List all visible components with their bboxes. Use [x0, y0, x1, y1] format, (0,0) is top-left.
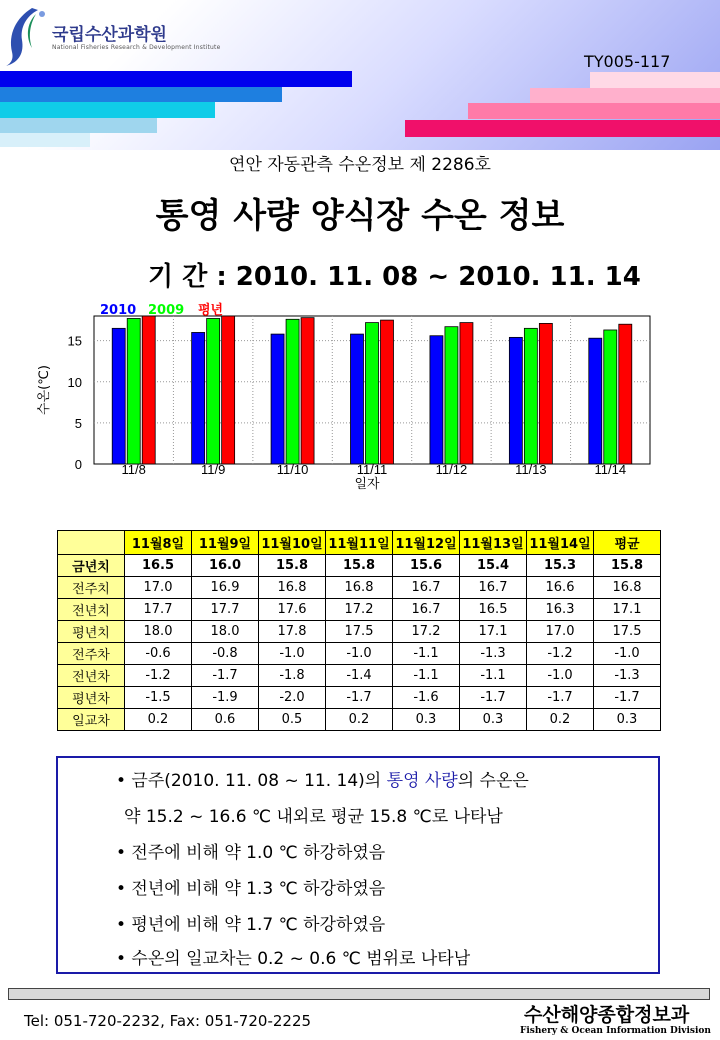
- bar-평년-11/9: [222, 316, 235, 464]
- bar-2009-11/12: [445, 327, 458, 464]
- table-cell: -1.0: [326, 643, 393, 665]
- column-header: 11월14일: [527, 531, 594, 555]
- table-cell: 17.1: [460, 621, 527, 643]
- table-cell: -1.2: [527, 643, 594, 665]
- table-cell: 15.8: [326, 555, 393, 577]
- summary-line-1-post: 의 수온은: [457, 771, 529, 791]
- table-row: [58, 621, 661, 643]
- table-cell: -1.7: [527, 687, 594, 709]
- table-cell: -1.7: [192, 665, 259, 687]
- stripe-palepink: [590, 72, 720, 88]
- table-cell: 17.5: [326, 621, 393, 643]
- row-header: 전년차: [58, 665, 125, 687]
- table-cell: 16.7: [393, 577, 460, 599]
- table-cell: -1.6: [393, 687, 460, 709]
- report-number: 연안 자동관측 수온정보 제 2286호: [229, 155, 491, 175]
- table-cell: -1.2: [125, 665, 192, 687]
- bar-2010-11/11: [351, 334, 364, 464]
- temperature-bar-chart: [0, 300, 720, 500]
- y-tick-label: 10: [67, 374, 82, 390]
- bar-2009-11/11: [366, 323, 379, 464]
- legend-item-1: 2009: [148, 303, 185, 318]
- table-cell: -1.7: [460, 687, 527, 709]
- x-tick-label: 11/8: [121, 462, 146, 477]
- summary-location: 통영 사량: [386, 771, 458, 791]
- table-cell: 0.3: [393, 709, 460, 731]
- bar-평년-11/10: [301, 318, 314, 464]
- table-cell: 17.7: [125, 599, 192, 621]
- table-cell: -1.0: [259, 643, 326, 665]
- table-cell: 16.8: [259, 577, 326, 599]
- table-cell: 16.8: [326, 577, 393, 599]
- bar-2010-11/13: [509, 337, 522, 464]
- document-code: TY005-117: [584, 52, 671, 71]
- table-cell: 0.6: [192, 709, 259, 731]
- table-cell: 16.7: [393, 599, 460, 621]
- table-cell: -1.3: [460, 643, 527, 665]
- table-cell: -1.5: [125, 687, 192, 709]
- table-cell: 0.3: [460, 709, 527, 731]
- table-cell: 18.0: [125, 621, 192, 643]
- table-row: [58, 577, 661, 599]
- table-header-row: [58, 531, 661, 555]
- division-name-en: Fishery & Ocean Information Division: [520, 1026, 711, 1036]
- temperature-table: [57, 530, 661, 731]
- table-cell: -1.4: [326, 665, 393, 687]
- x-tick-label: 11/11: [356, 462, 388, 477]
- table-cell: 16.7: [460, 577, 527, 599]
- table-cell: -1.8: [259, 665, 326, 687]
- table-cell: 17.5: [594, 621, 661, 643]
- stripe-paleblue: [0, 133, 90, 147]
- stripe-cyan: [0, 102, 215, 118]
- table-cell: 17.6: [259, 599, 326, 621]
- bar-평년-11/8: [142, 316, 155, 464]
- row-header: 전주치: [58, 577, 125, 599]
- bar-평년-11/12: [460, 323, 473, 464]
- table-cell: 16.9: [192, 577, 259, 599]
- table-cell: 17.0: [125, 577, 192, 599]
- stripe-pink: [468, 103, 720, 119]
- row-header: 전년치: [58, 599, 125, 621]
- contact-info: Tel: 051-720-2232, Fax: 051-720-2225: [24, 1012, 312, 1030]
- table-cell: 17.2: [393, 621, 460, 643]
- x-axis-label: 일자: [354, 477, 380, 492]
- table-cell: 15.8: [259, 555, 326, 577]
- table-row: [58, 599, 661, 621]
- page-title: 통영 사량 양식장 수온 정보: [155, 196, 565, 236]
- table-cell: 18.0: [192, 621, 259, 643]
- bar-2009-11/10: [286, 319, 299, 464]
- x-tick-label: 11/13: [515, 462, 547, 477]
- table-cell: 17.2: [326, 599, 393, 621]
- column-header: 11월10일: [259, 531, 326, 555]
- summary-line-6: • 수온의 일교차는 0.2 ~ 0.6 ℃ 범위로 나타남: [116, 949, 471, 969]
- table-cell: -1.1: [393, 665, 460, 687]
- table-cell: -1.1: [460, 665, 527, 687]
- y-tick-label: 15: [67, 333, 82, 349]
- footer-divider: [8, 988, 710, 1000]
- table-row: [58, 687, 661, 709]
- table-cell: 0.3: [594, 709, 661, 731]
- table-cell: 16.3: [527, 599, 594, 621]
- table-cell: 16.8: [594, 577, 661, 599]
- table-cell: -0.6: [125, 643, 192, 665]
- table-cell: -1.7: [594, 687, 661, 709]
- table-cell: 0.2: [125, 709, 192, 731]
- table-cell: 15.3: [527, 555, 594, 577]
- fish-logo-icon: [2, 4, 52, 68]
- table-cell: 0.2: [527, 709, 594, 731]
- table-corner: [58, 531, 125, 555]
- legend-item-0: 2010: [100, 303, 137, 318]
- table-cell: 15.8: [594, 555, 661, 577]
- table-cell: 16.0: [192, 555, 259, 577]
- bar-2010-11/14: [589, 338, 602, 464]
- period: 기 간 : 2010. 11. 08 ~ 2010. 11. 14: [148, 262, 641, 292]
- table-cell: -1.9: [192, 687, 259, 709]
- bar-2010-11/9: [192, 332, 205, 464]
- table-cell: 17.0: [527, 621, 594, 643]
- org-name: 국립수산과학원: [52, 25, 167, 45]
- table-row: [58, 555, 661, 577]
- bar-평년-11/13: [539, 323, 552, 464]
- bar-2010-11/10: [271, 334, 284, 464]
- x-tick-label: 11/9: [200, 462, 226, 477]
- table-row: [58, 709, 661, 731]
- table-cell: 17.7: [192, 599, 259, 621]
- table-cell: 16.6: [527, 577, 594, 599]
- table-cell: 0.5: [259, 709, 326, 731]
- bar-평년-11/11: [381, 320, 394, 464]
- y-tick-label: 0: [74, 457, 82, 472]
- legend-item-2: 평년: [198, 303, 224, 318]
- table-cell: 17.8: [259, 621, 326, 643]
- row-header: 평년차: [58, 687, 125, 709]
- summary-line-1: [116, 766, 529, 791]
- stripe-lightblue: [0, 118, 157, 133]
- row-header: 일교차: [58, 709, 125, 731]
- summary-box: [56, 756, 660, 974]
- table-cell: -1.0: [594, 643, 661, 665]
- y-tick-label: 5: [74, 415, 82, 431]
- stripe-lightpink: [530, 88, 720, 103]
- bar-2010-11/12: [430, 336, 443, 464]
- summary-line-2: 약 15.2 ~ 16.6 ℃ 내외로 평균 15.8 ℃로 나타남: [124, 807, 503, 827]
- row-header: 전주차: [58, 643, 125, 665]
- bar-2009-11/9: [207, 318, 220, 464]
- table-row: [58, 643, 661, 665]
- summary-line-5: • 평년에 비해 약 1.7 ℃ 하강하였음: [116, 915, 386, 935]
- y-axis-label: 수온(℃): [37, 365, 52, 415]
- x-tick-label: 11/10: [276, 462, 309, 477]
- bar-평년-11/14: [619, 324, 632, 464]
- column-header: 11월12일: [393, 531, 460, 555]
- bar-2010-11/8: [112, 328, 125, 464]
- table-cell: -1.0: [527, 665, 594, 687]
- bar-2009-11/13: [524, 328, 537, 464]
- column-header: 11월9일: [192, 531, 259, 555]
- row-header: 평년치: [58, 621, 125, 643]
- x-tick-label: 11/12: [435, 462, 468, 477]
- table-cell: 16.5: [460, 599, 527, 621]
- table-cell: 16.5: [125, 555, 192, 577]
- table-row: [58, 665, 661, 687]
- column-header: 평균: [594, 531, 661, 555]
- column-header: 11월8일: [125, 531, 192, 555]
- division-name: 수산해양종합정보과: [524, 1004, 690, 1026]
- table-cell: 0.2: [326, 709, 393, 731]
- column-header: 11월13일: [460, 531, 527, 555]
- column-header: 11월11일: [326, 531, 393, 555]
- row-header: 금년치: [58, 555, 125, 577]
- bar-2009-11/8: [127, 318, 140, 464]
- bar-2009-11/14: [604, 330, 617, 464]
- table-cell: -1.7: [326, 687, 393, 709]
- table-cell: -1.1: [393, 643, 460, 665]
- table-cell: -0.8: [192, 643, 259, 665]
- table-cell: 15.6: [393, 555, 460, 577]
- table-cell: 15.4: [460, 555, 527, 577]
- table-cell: -1.3: [594, 665, 661, 687]
- summary-line-3: • 전주에 비해 약 1.0 ℃ 하강하였음: [116, 843, 386, 863]
- stripe-midblue: [0, 87, 282, 102]
- summary-line-1-pre: • 금주(2010. 11. 08 ~ 11. 14)의: [116, 771, 387, 791]
- stripe-blue: [0, 71, 352, 87]
- org-subtitle: National Fisheries Research & Development Institute: [52, 44, 221, 51]
- stripe-magenta: [405, 120, 720, 137]
- x-tick-label: 11/14: [594, 462, 627, 477]
- summary-line-4: • 전년에 비해 약 1.3 ℃ 하강하였음: [116, 879, 386, 899]
- table-cell: 17.1: [594, 599, 661, 621]
- table-cell: -2.0: [259, 687, 326, 709]
